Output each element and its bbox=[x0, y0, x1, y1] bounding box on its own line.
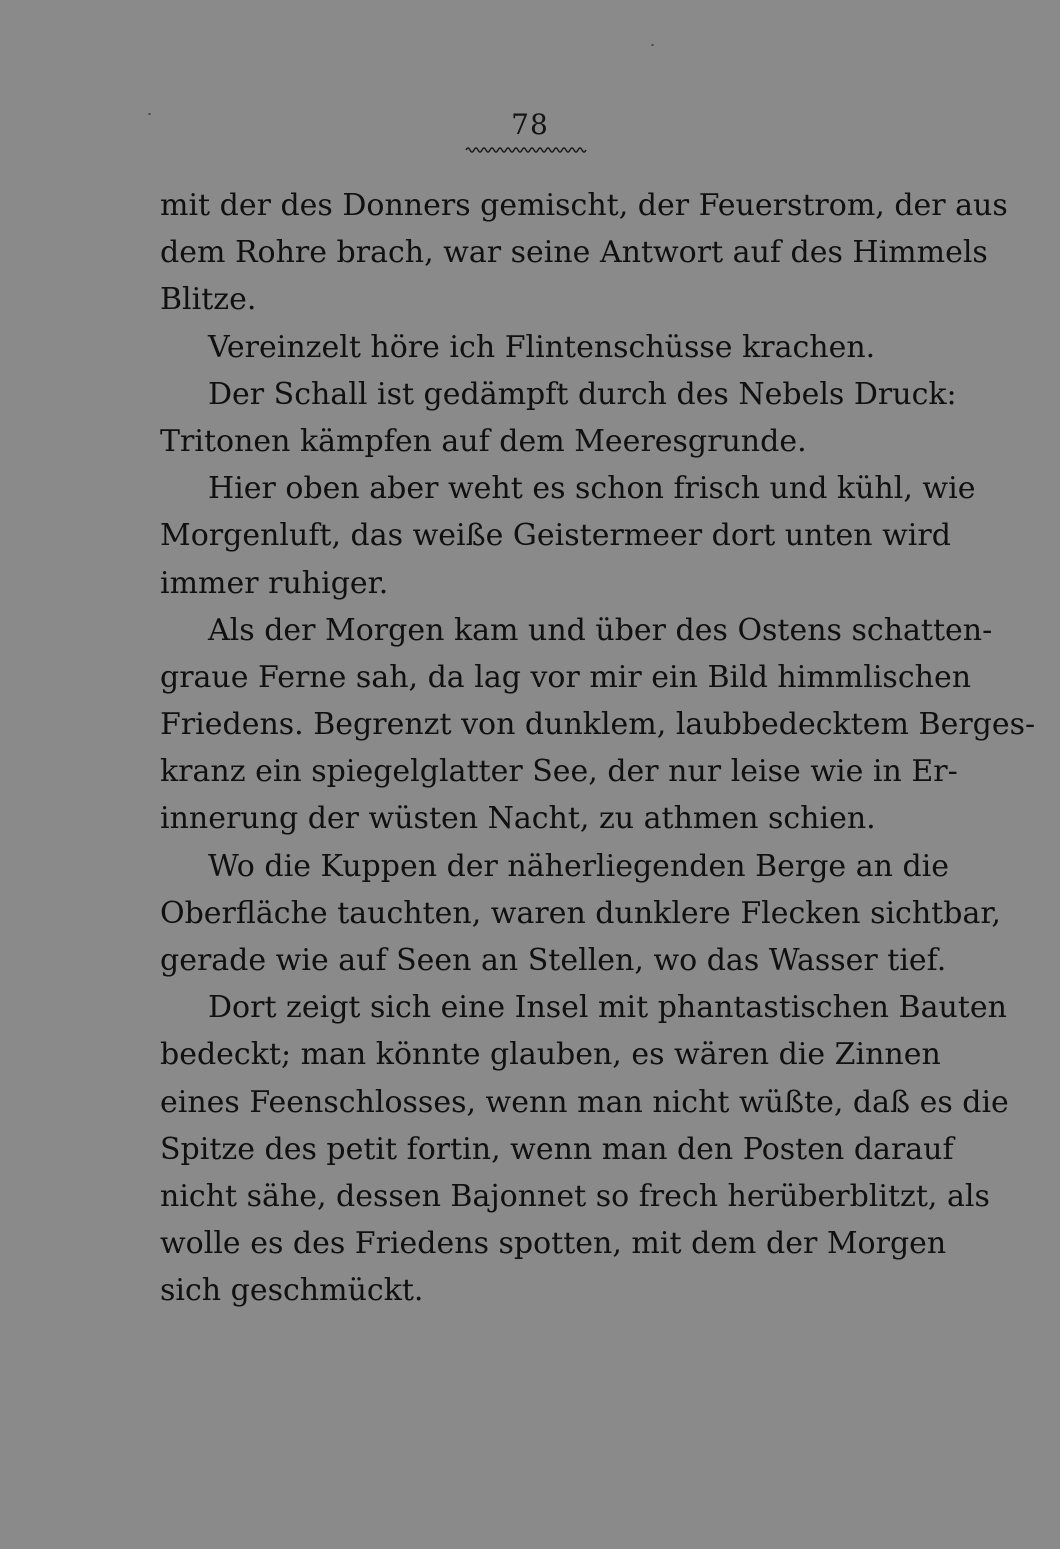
text-line: nicht sähe, dessen Bajonnet so frech herüberblitzt, als bbox=[160, 1178, 990, 1214]
paper-speck bbox=[651, 44, 654, 46]
text-line: dem Rohre brach, war seine Antwort auf des Himmels bbox=[160, 235, 988, 271]
text-line: Blitze. bbox=[160, 282, 257, 318]
text-line: immer ruhiger. bbox=[160, 565, 389, 601]
text-line: bedeckt; man könnte glauben, es wären die Zinnen bbox=[160, 1037, 941, 1073]
text-line: Der Schall ist gedämpft durch des Nebels Druck: bbox=[208, 376, 957, 412]
page-number: 78 bbox=[511, 108, 549, 141]
text-line: innerung der wüsten Nacht, zu athmen schien. bbox=[160, 801, 876, 837]
text-line: Oberfläche tauchten, waren dunklere Flecken sichtbar, bbox=[160, 895, 1001, 931]
text-line: mit der des Donners gemischt, der Feuerstrom, der aus bbox=[160, 188, 1008, 223]
text-line: Spitze des petit fortin, wenn man den Posten darauf bbox=[160, 1131, 954, 1167]
text-line: sich geschmückt. bbox=[160, 1273, 424, 1309]
text-line: gerade wie auf Seen an Stellen, wo das Wasser tief. bbox=[160, 943, 947, 978]
text-line: Wo die Kuppen der näherliegenden Berge an die bbox=[208, 848, 950, 884]
wavy-rule-ornament bbox=[466, 146, 588, 154]
text-line: eines Feenschlosses, wenn man nicht wüßte, daß es die bbox=[160, 1084, 1009, 1120]
text-line: kranz ein spiegelglatter See, der nur leise wie in Er- bbox=[160, 754, 958, 790]
text-line: Hier oben aber weht es schon frisch und kühl, wie bbox=[208, 471, 976, 507]
text-line: Friedens. Begrenzt von dunklem, laubbedecktem Berges- bbox=[160, 707, 1036, 743]
text-line: graue Ferne sah, da lag vor mir ein Bild himmlischen bbox=[160, 659, 972, 695]
text-line: Tritonen kämpfen auf dem Meeresgrunde. bbox=[160, 423, 807, 459]
body-text bbox=[160, 182, 1036, 1315]
text-line: Dort zeigt sich eine Insel mit phantastischen Bauten bbox=[208, 990, 1007, 1026]
text-line: Als der Morgen kam und über des Ostens schatten- bbox=[208, 612, 993, 648]
text-line: Vereinzelt höre ich Flintenschüsse krachen. bbox=[208, 329, 876, 365]
text-line: wolle es des Friedens spotten, mit dem der Morgen bbox=[160, 1226, 947, 1262]
text-line: Morgenluft, das weiße Geistermeer dort unten wird bbox=[160, 518, 951, 554]
